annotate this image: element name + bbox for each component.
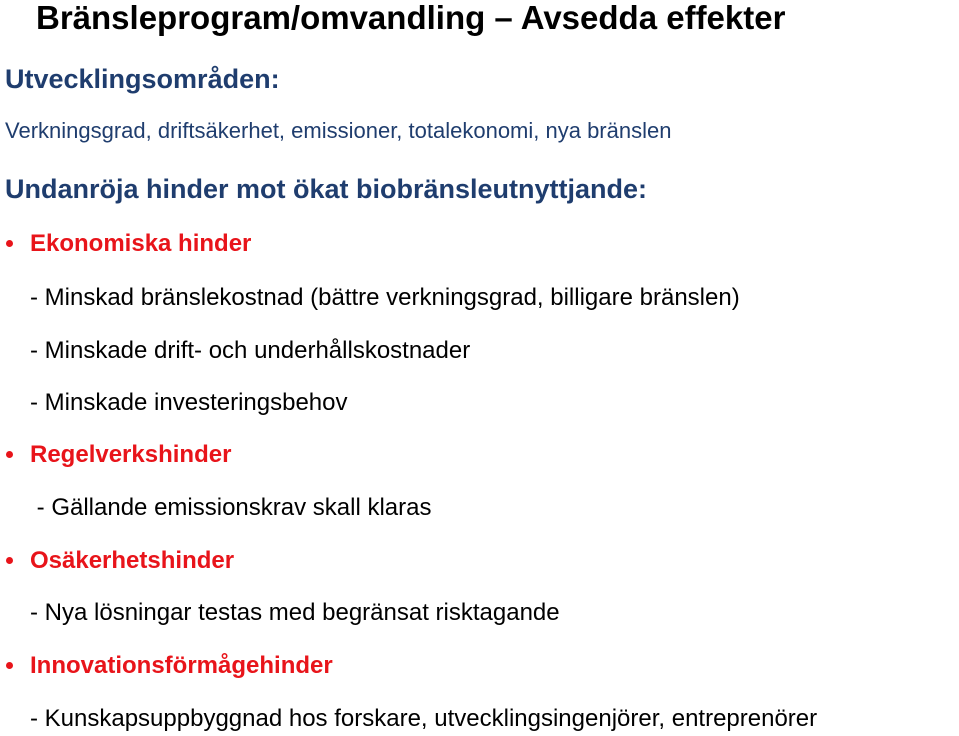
slide-title: Bränsleprogram/omvandling – Avsedda effekter [36,0,786,36]
barrier-detail: - Minskad bränslekostnad (bättre verkningsgrad, billigare bränslen) [30,284,740,311]
barrier-title-innovation: Innovationsförmågehinder [30,652,333,679]
barrier-detail: - Kunskapsuppbyggnad hos forskare, utvecklingsingenjörer, entreprenörer [30,705,818,732]
bullet-icon [6,240,13,247]
bullet-icon [6,557,13,564]
bullet-icon [6,451,13,458]
barrier-title-uncertainty: Osäkerhetshinder [30,547,235,574]
barrier-detail: - Gällande emissionskrav skall klaras [30,494,432,521]
barriers-heading: Undanröja hinder mot ökat biobränsleutnyttjande: [5,174,648,204]
barrier-detail: - Minskade drift- och underhållskostnader [30,337,471,364]
barrier-detail: - Nya lösningar testas med begränsat risktagande [30,599,560,626]
bullet-icon [6,662,13,669]
barrier-detail: - Minskade investeringsbehov [30,389,348,416]
development-text: Verkningsgrad, driftsäkerhet, emissioner, totalekonomi, nya bränslen [5,118,672,143]
barrier-title-regulatory: Regelverkshinder [30,441,232,468]
barrier-title-economic: Ekonomiska hinder [30,230,252,257]
development-heading: Utvecklingsområden: [5,64,280,94]
